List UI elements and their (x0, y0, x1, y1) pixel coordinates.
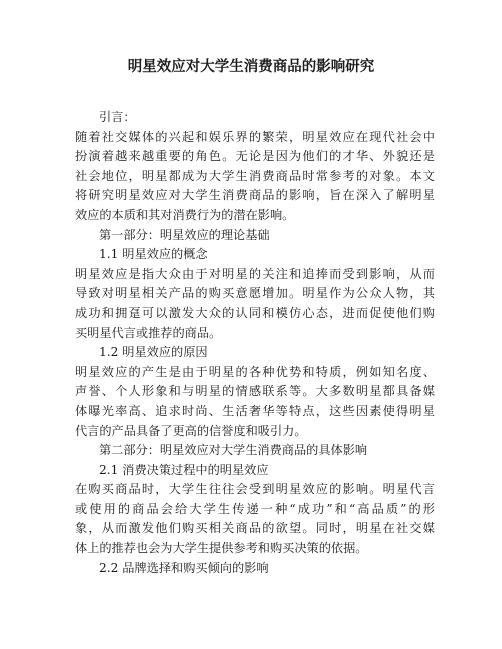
paragraph-line: 将研究明星效应对大学生消费商品的影响，旨在深入了解明星 (75, 188, 435, 203)
paragraph-line: 买明星代言或推荐的商品。 (75, 325, 222, 340)
heading-section-1-2: 1.2 明星效应的原因 (99, 345, 208, 360)
paragraph-line: 随着社交媒体的兴起和娱乐界的繁荣，明星效应在现代社会中 (75, 129, 435, 144)
heading-section-1-1: 1.1 明星效应的概念 (99, 247, 208, 262)
document-body (75, 108, 435, 578)
heading-part-two: 第二部分：明星效应对大学生消费商品的具体影响 (99, 443, 368, 458)
heading-section-2-1: 2.1 消费决策过程中的明星效应 (99, 462, 269, 477)
heading-introduction: 引言： (99, 110, 136, 124)
paragraph-line: 象，从而激发他们购买相关商品的欲望。同时，明星在社交媒 (75, 521, 435, 536)
paragraph-line: 或使用的商品会给大学生传递一种“成功”和“高品质”的形 (75, 501, 435, 516)
document-title: 明星效应对大学生消费商品的影响研究 (127, 59, 375, 75)
heading-part-one: 第一部分：明星效应的理论基础 (99, 227, 270, 242)
paragraph-line: 体上的推荐也会为大学生提供参考和购买决策的依据。 (75, 541, 368, 556)
heading-section-2-2: 2.2 品牌选择和购买倾向的影响 (99, 560, 269, 575)
paragraph-line: 声誉、个人形象和与明星的情感联系等。大多数明星都具备媒 (75, 384, 435, 399)
paragraph-line: 代言的产品具备了更高的信誉度和吸引力。 (75, 423, 307, 438)
paragraph-line: 扮演着越来越重要的角色。无论是因为他们的才华、外貌还是 (75, 149, 435, 164)
paragraph-line: 成功和拥趸可以激发大众的认同和模仿心态，进而促使他们购 (75, 305, 435, 320)
paragraph-line: 体曝光率高、追求时尚、生活奢华等特点，这些因素使得明星 (75, 403, 435, 418)
paragraph-line: 社会地位，明星都成为大学生消费商品时常参考的对象。本文 (75, 168, 435, 183)
paragraph-line: 明星效应的产生是由于明星的各种优势和特质，例如知名度、 (75, 364, 435, 379)
paragraph-line: 在购买商品时，大学生往往会受到明星效应的影响。明星代言 (75, 482, 435, 497)
paragraph-line: 明星效应是指大众由于对明星的关注和追捧而受到影响，从而 (75, 266, 435, 281)
paragraph-line: 效应的本质和其对消费行为的潜在影响。 (75, 207, 295, 222)
paragraph-line: 导致对明星相关产品的购买意愿增加。明星作为公众人物，其 (75, 286, 435, 301)
